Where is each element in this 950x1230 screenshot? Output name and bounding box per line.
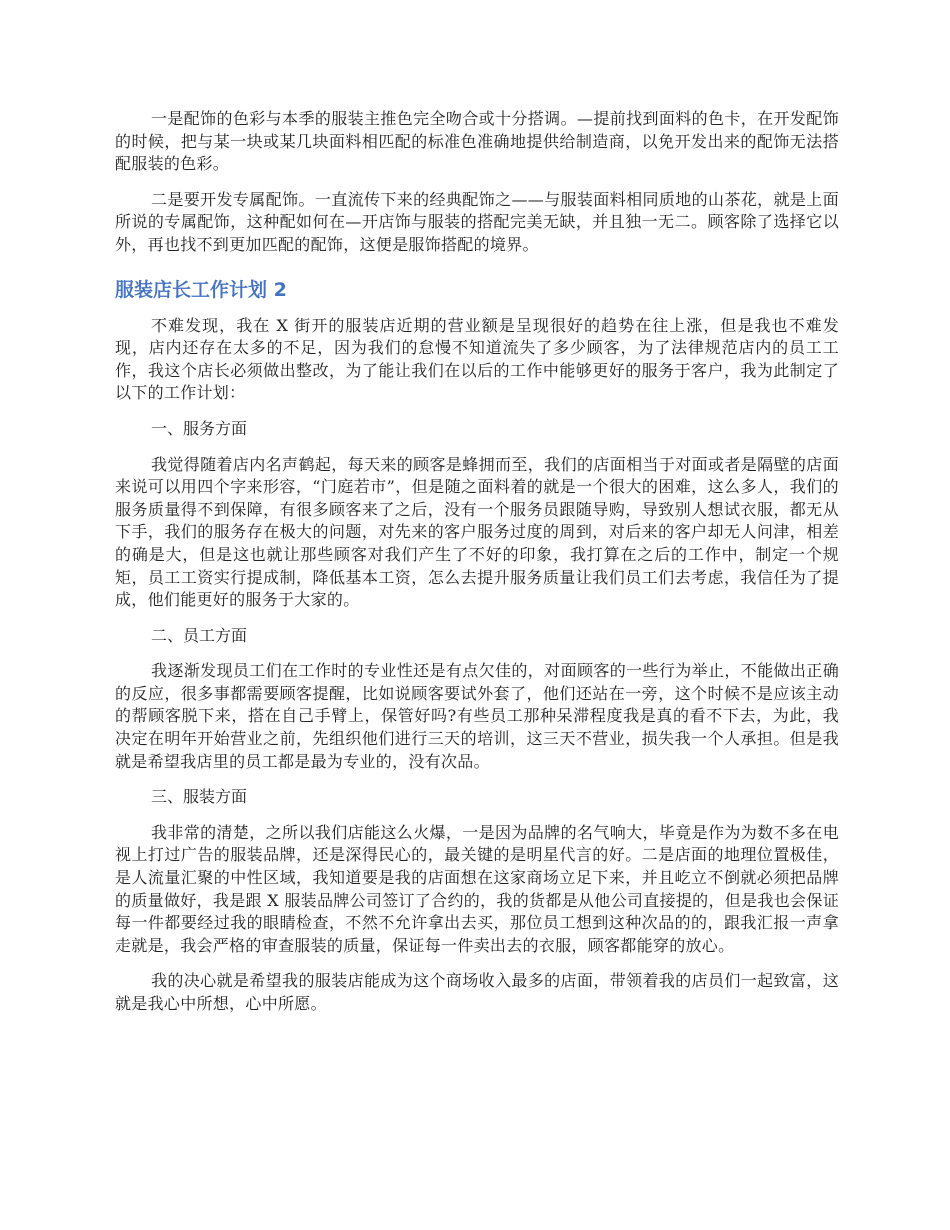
section-heading: 服装店长工作计划 2 bbox=[115, 278, 287, 301]
opening-paragraph: 不难发现，我在 X 街开的服装店近期的营业额是呈现很好的趋势在往上涨，但是我也不难发现，店内还存在太多的不足，因为我们的怠慢不知道流失了多少顾客，为了法律规范店内的员工工作，我这个店长必须做出整改，为了能让我们在以后的工作中能够更好的服务于客户，我为此制定了以下的工作计划： bbox=[115, 315, 839, 403]
service-section-paragraph: 我觉得随着店内名声鹤起，每天来的顾客是蜂拥而至，我们的店面相当于对面或者是隔壁的店面来说可以用四个字来形容，“门庭若市”，但是随之面料着的就是一个很大的困难，这么多人，我们的服务质量得不到保障，有很多顾客来了之后，没有一个服务员跟随导购，导致别人想试衣服，都无从下手，我们的服务存在极大的问题，对先来的客户服务过度的周到，对后来的客户却无人问津，相差的确是大，但是这也就让那些顾客对我们产生了不好的印象，我打算在之后的工作中，制定一个规矩，员工工资实行提成制，降低基本工资，怎么去提升服务质量让我们员工们去考虑，我信任为了提成，他们能更好的服务于大家的。 bbox=[115, 454, 839, 610]
staff-section-label: 二、员工方面 bbox=[151, 625, 248, 645]
document-page bbox=[115, 108, 839, 1029]
clothing-section-label: 三、服装方面 bbox=[151, 787, 248, 807]
staff-section-paragraph: 我逐渐发现员工们在工作时的专业性还是有点欠佳的，对面顾客的一些行为举止，不能做出正确的反应，很多事都需要顾客提醒，比如说顾客要试外套了，他们还站在一旁，这个时候不是应该主动的帮顾客脱下来，搭在自己手臂上，保管好吗?有些员工那种呆滞程度我是真的看不下去，为此，我决定在明年开始营业之前，先组织他们进行三天的培训，这三天不营业，损失我一个人承担。但是我就是希望我店里的员工都是最为专业的，没有次品。 bbox=[115, 661, 839, 771]
service-section-label: 一、服务方面 bbox=[151, 418, 248, 438]
clothing-section-paragraph: 我非常的清楚，之所以我们店能这么火爆，一是因为品牌的名气响大，毕竟是作为为数不多在电视上打过广告的服装品牌，还是深得民心的，最关键的是明星代言的好。二是店面的地理位置极佳，是人流量汇聚的中性区域，我知道要是我的店面想在这家商场立足下来，并且屹立不倒就必须把品牌的质量做好，我是跟 X 服装品牌公司签订了合约的，我的货都是从他公司直接提的，但是我也会保证每一件都要经过我的眼睛检查，不然不允许拿出去买，那位员工想到这种次品的的，跟我汇报一声拿走就是，我会严格的审查服装的质量，保证每一件卖出去的衣服，顾客都能穿的放心。 bbox=[115, 822, 839, 955]
intro-paragraph-1: 一是配饰的色彩与本季的服装主推色完全吻合或十分搭调。—提前找到面料的色卡，在开发配饰的时候，把与某一块或某几块面料相匹配的标准色准确地提供给制造商，以免开发出来的配饰无法搭配服装的色彩。 bbox=[115, 109, 839, 174]
closing-paragraph: 我的决心就是希望我的服装店能成为这个商场收入最多的店面，带领着我的店员们一起致富，这就是我心中所想，心中所愿。 bbox=[115, 971, 839, 1013]
intro-paragraph-2: 二是要开发专属配饰。一直流传下来的经典配饰之——与服装面料相同质地的山茶花，就是上面所说的专属配饰，这种配如何在—开店饰与服装的搭配完美无缺，并且独一无二。顾客除了选择它以外，再也找不到更加匹配的配饰，这便是服饰搭配的境界。 bbox=[115, 189, 839, 254]
